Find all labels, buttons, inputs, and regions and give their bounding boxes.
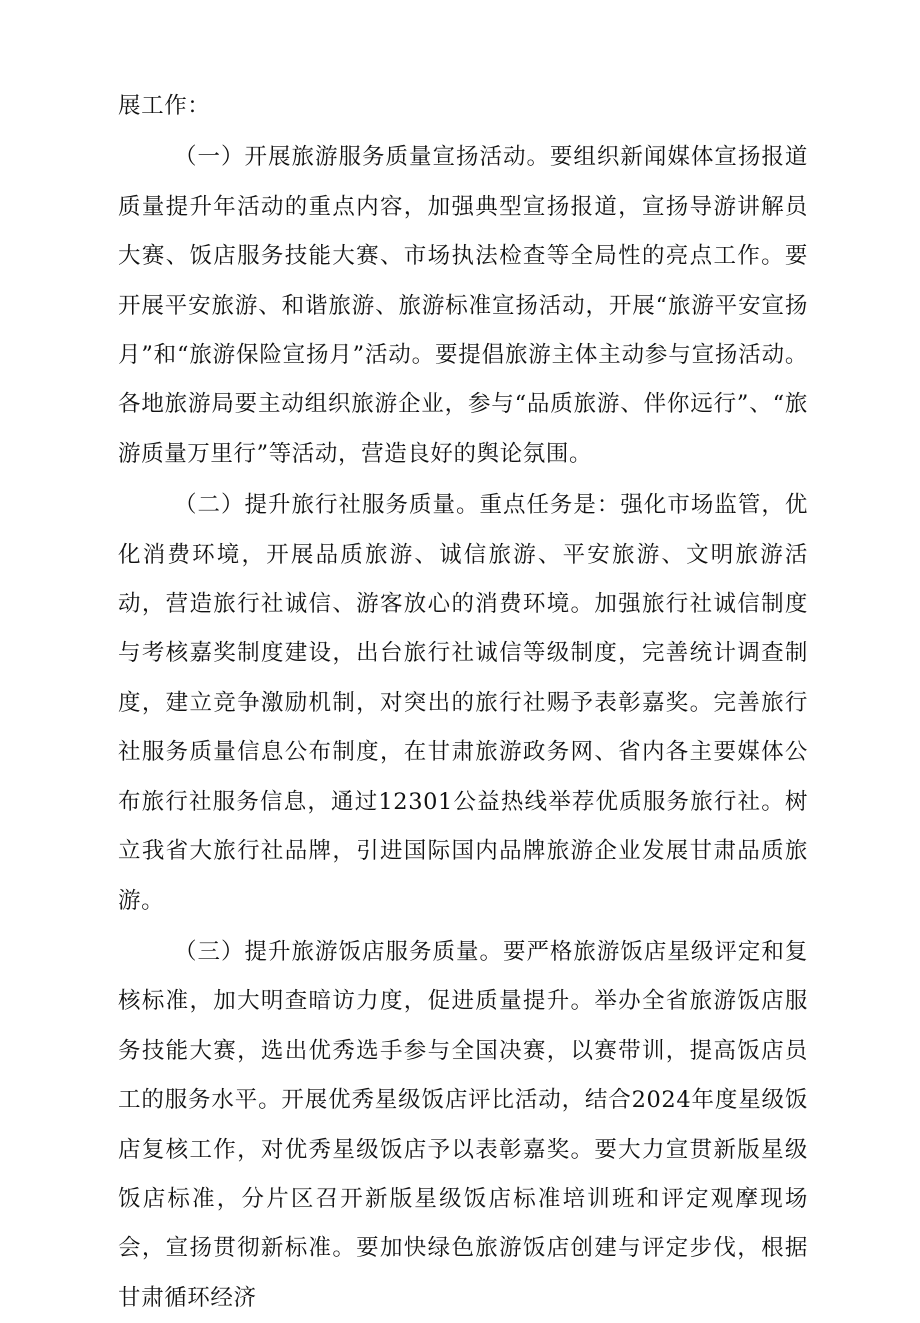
paragraph-section-3: （三）提升旅游饭店服务质量。要严格旅游饭店星级评定和复核标准，加大明查暗访力度，促进质量提升。举办全省旅游饭店服务技能大赛，选出优秀选手参与全国决赛，以赛带训，提高饭店员工的服务水平。开展优秀星级饭店评比活动，结合2024年度星级饭店复核工作，对优秀星级饭店予以表彰嘉奖。要大力宣贯新版星级饭店标准，分片区召开新版星级饭店标准培训班和评定观摩现场会，宣扬贯彻新标准。要加快绿色旅游饭店创建与评定步伐，根据甘肃循环经济 bbox=[118, 938, 808, 1311]
paragraph-section-1: （一）开展旅游服务质量宣扬活动。要组织新闻媒体宣扬报道质量提升年活动的重点内容，加强典型宣扬报道，宣扬导游讲解员大赛、饭店服务技能大赛、市场执法检查等全局性的亮点工作。要开展平安旅游、和谐旅游、旅游标准宣扬活动，开展“旅游平安宣扬月”和“旅游保险宣扬月”活动。要提倡旅游主体主动参与宣扬活动。各地旅游局要主动组织旅游企业，参与“品质旅游、伴你远行”、“旅游质量万里行”等活动，营造良好的舆论氛围。 bbox=[118, 144, 808, 467]
paragraph-section-2: （二）提升旅行社服务质量。重点任务是：强化市场监管，优化消费环境，开展品质旅游、诚信旅游、平安旅游、文明旅游活动，营造旅行社诚信、游客放心的消费环境。加强旅行社诚信制度与考核嘉奖制度建设，出台旅行社诚信等级制度，完善统计调查制度，建立竞争激励机制，对突出的旅行社赐予表彰嘉奖。完善旅行社服务质量信息公布制度，在甘肃旅游政务网、省内各主要媒体公布旅行社服务信息，通过12301公益热线举荐优质服务旅行社。树立我省大旅行社品牌，引进国际国内品牌旅游企业发展甘肃品质旅游。 bbox=[118, 492, 808, 914]
document-body bbox=[118, 82, 808, 1323]
paragraph-intro: 展工作： bbox=[118, 93, 211, 119]
